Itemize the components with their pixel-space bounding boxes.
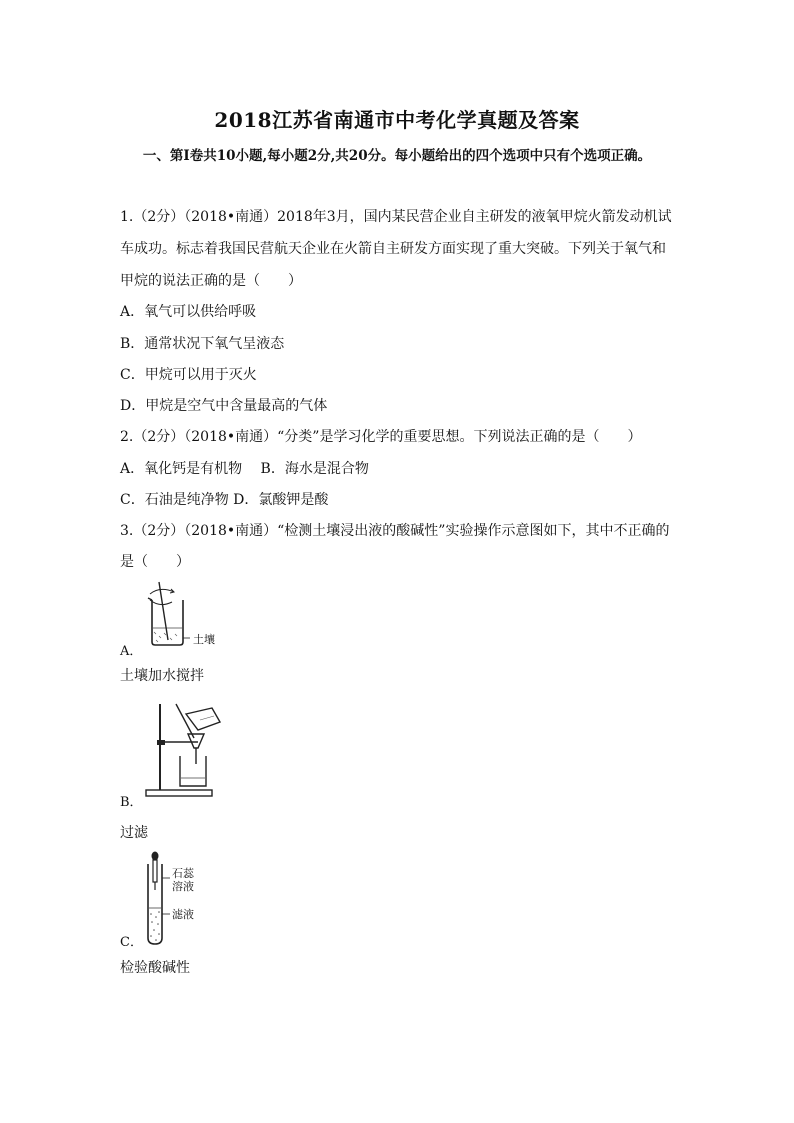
q3-stem-line-1: 3.（2分）（2018•南通）“检测土壤浸出液的酸碱性”实验操作示意图如下，其中不正确的 (120, 523, 670, 539)
q3-figure-c-label-filtrate: 滤液 (172, 908, 194, 921)
q2-options-ab: A．氧化钙是有机物 B．海水是混合物 (120, 461, 369, 477)
q1-stem-line-1: 1.（2分）（2018•南通）2018年3月，国内某民营企业自主研发的液氧甲烷火箭发动机试 (120, 209, 672, 225)
q3-option-a-caption: 土壤加水搅拌 (120, 668, 204, 684)
q3-figure-c-test-tube (140, 850, 180, 946)
q3-figure-a-label-soil: 土壤 (193, 633, 215, 646)
q1-stem-line-2: 车成功。标志着我国民营航天企业在火箭自主研发方面实现了重大突破。下列关于氧气和 (120, 241, 666, 257)
q3-figure-c-label-litmus: 石蕊 (172, 867, 194, 880)
q3-figure-c-label-solution: 溶液 (172, 880, 194, 893)
q1-option-a: A．氧气可以供给呼吸 (120, 304, 257, 320)
q2-options-cd: C．石油是纯净物 D．氯酸钾是酸 (120, 492, 329, 508)
q1-option-d: D．甲烷是空气中含量最高的气体 (120, 398, 328, 414)
q3-option-c-letter: C． (120, 935, 143, 950)
q1-stem-line-3: 甲烷的说法正确的是（ ） (120, 273, 302, 289)
q1-option-b: B．通常状况下氧气呈液态 (120, 336, 285, 352)
q3-stem-line-2: 是（ ） (120, 554, 190, 570)
q3-option-b-caption: 过滤 (120, 825, 148, 841)
q3-option-a-letter: A． (120, 644, 143, 659)
q3-figure-b-filtration (140, 698, 230, 802)
q3-option-c-caption: 检验酸碱性 (120, 960, 190, 976)
q3-option-b-letter: B． (120, 795, 143, 810)
q2-stem: 2.（2分）（2018•南通）“分类”是学习化学的重要思想。下列说法正确的是（ ） (120, 429, 642, 445)
document-title: 2018江苏省南通市中考化学真题及答案 (214, 108, 580, 132)
section-heading: 一、第I卷共10小题,每小题2分,共20分。每小题给出的四个选项中只有个选项正确。 (142, 148, 652, 164)
q1-option-c: C．甲烷可以用于灭火 (120, 367, 257, 383)
